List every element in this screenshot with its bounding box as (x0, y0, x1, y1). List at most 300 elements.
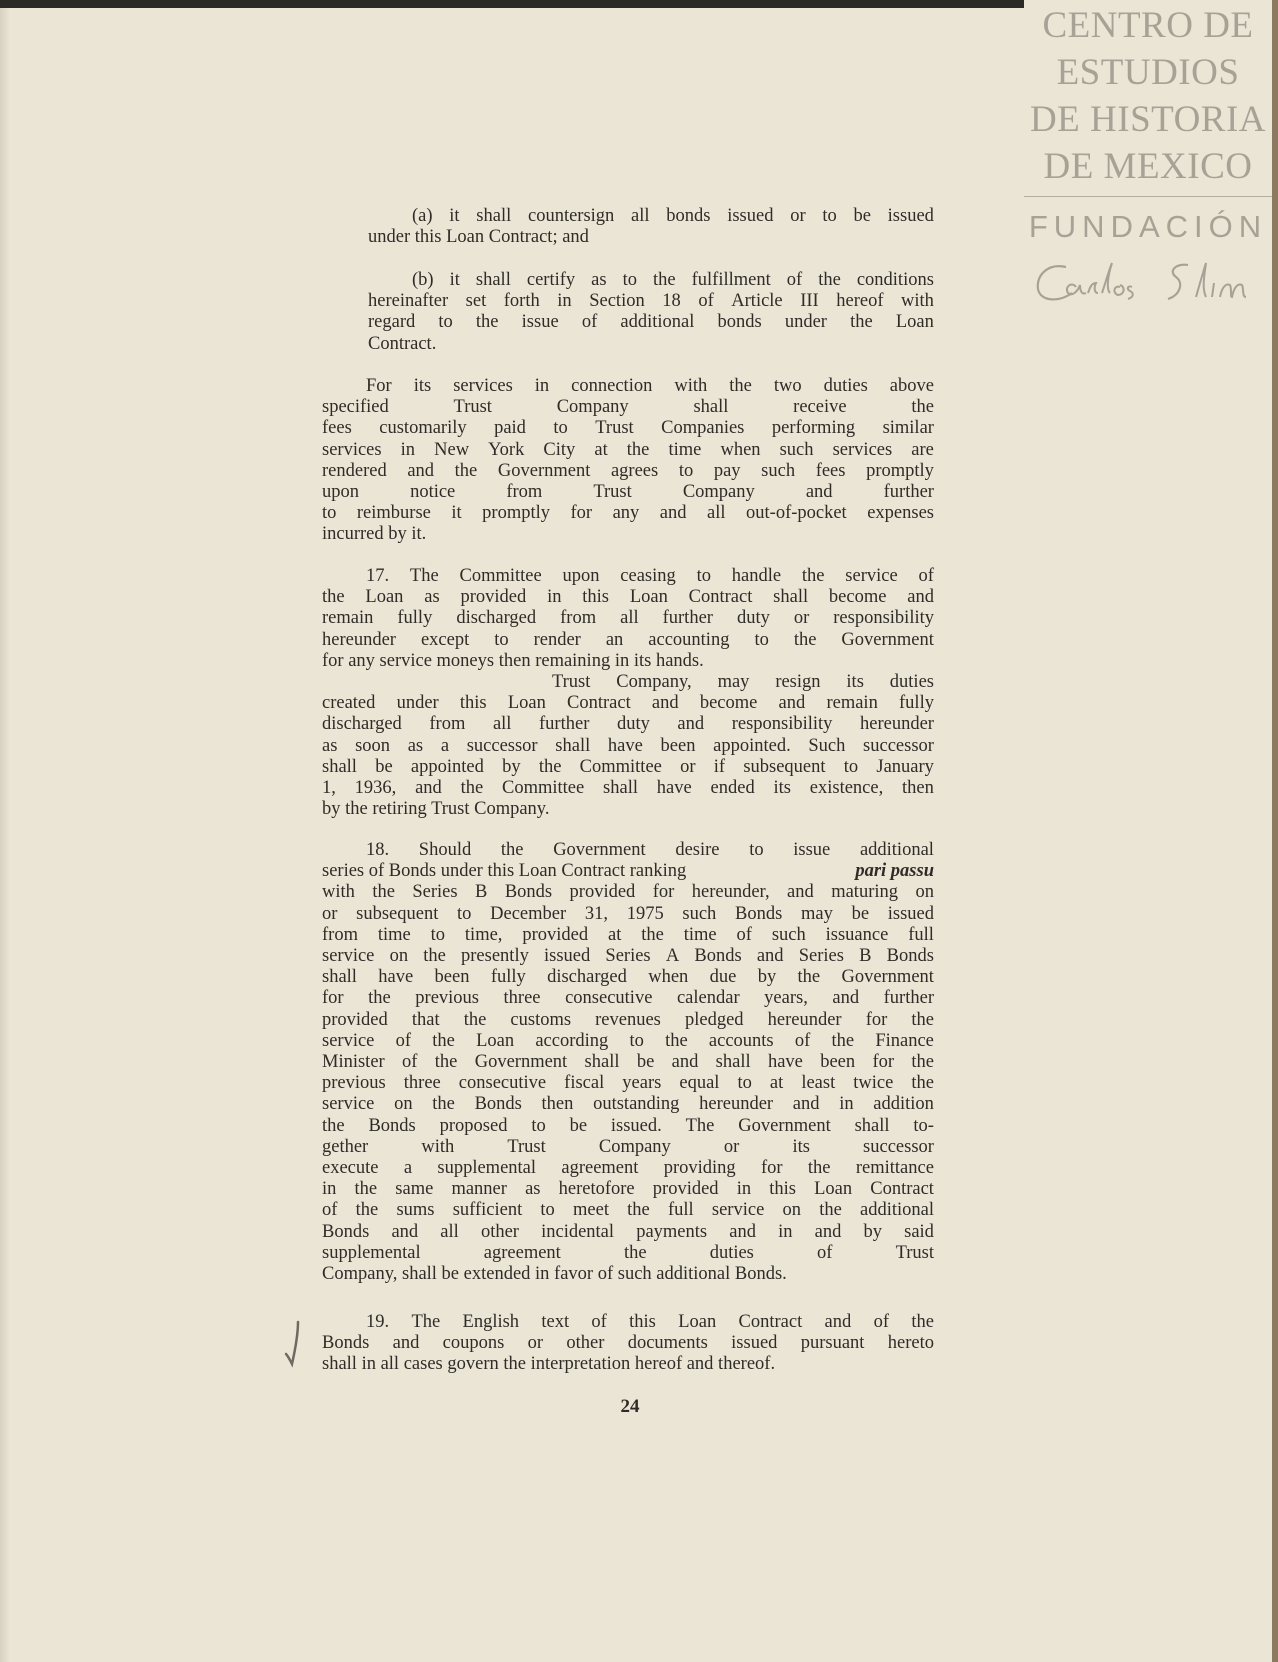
word: been (434, 967, 470, 988)
line-text: for any service moneys then remaining in its hands. (322, 650, 704, 671)
text-line (322, 397, 934, 418)
word: B (859, 946, 872, 967)
word: ceasing (620, 566, 676, 586)
word: issuance (825, 924, 889, 945)
italic-term: pari passu (855, 861, 934, 882)
word: time (377, 924, 411, 945)
word: previous (415, 988, 479, 1009)
text-line (322, 376, 934, 397)
word: in (839, 1094, 854, 1115)
word: successor (863, 1136, 934, 1157)
word: been (660, 735, 696, 756)
word: or (793, 608, 810, 629)
word: Trust (552, 672, 591, 693)
word: to (696, 566, 711, 586)
text-line (322, 757, 934, 778)
text-line (322, 946, 934, 967)
line-text (366, 1312, 934, 1333)
word: be (853, 206, 871, 226)
word: be (569, 1115, 588, 1136)
word: by (863, 1221, 882, 1242)
word: pledged (684, 1009, 744, 1030)
line-text (322, 440, 934, 461)
word: Government (841, 967, 934, 988)
word: of (794, 1030, 811, 1051)
word: an (605, 629, 624, 650)
text-line (322, 778, 934, 799)
word: the (850, 312, 873, 333)
text-line (322, 882, 934, 903)
word: on (782, 1200, 801, 1221)
line-text (322, 1243, 934, 1264)
word: with (322, 882, 355, 903)
word: the (475, 312, 499, 333)
word: shall (584, 1052, 620, 1073)
word: this (769, 1179, 796, 1200)
word: the (322, 587, 345, 608)
word: be (375, 756, 393, 777)
word: its (792, 1136, 810, 1157)
word: and (659, 503, 687, 524)
word: fully (397, 608, 433, 629)
line-text: under this Loan Contract; and (368, 227, 589, 248)
word: Series (605, 946, 651, 967)
line-text (322, 1222, 934, 1243)
word: above (889, 376, 934, 396)
line-text (322, 1158, 934, 1179)
word: two (773, 376, 802, 396)
word: all (492, 714, 512, 735)
word: Loan (678, 1312, 717, 1332)
word: 1936, (354, 778, 397, 799)
word: subsequent (356, 903, 439, 924)
word: to- (913, 1115, 934, 1136)
word: a (403, 1158, 413, 1179)
word: time, (464, 924, 503, 945)
word: and (407, 460, 435, 481)
line-text (366, 840, 934, 861)
word: for (652, 882, 675, 903)
word: in (736, 1179, 752, 1200)
word: at (607, 924, 622, 945)
line-text (322, 1094, 934, 1115)
word: ended (710, 778, 755, 799)
word: further (883, 482, 934, 503)
word: duties (889, 672, 934, 693)
word: and (792, 1094, 820, 1115)
word: further (662, 608, 713, 629)
word: shall (476, 206, 512, 226)
word: Finance (875, 1030, 934, 1051)
word: to (622, 270, 637, 290)
word: Trust (593, 482, 632, 503)
word: shall (854, 1115, 890, 1136)
word: of (698, 291, 714, 312)
word: and (832, 988, 860, 1009)
word: Bonds (735, 903, 783, 924)
word: and (824, 1312, 852, 1332)
word: when (720, 439, 761, 460)
word: Committee (502, 778, 585, 799)
word: shall (773, 587, 809, 608)
word: in (322, 1179, 337, 1200)
word: subsequent (743, 756, 826, 777)
word: the (432, 1094, 455, 1115)
word: fully (899, 693, 934, 714)
word: the (354, 1179, 378, 1200)
text-line (322, 1200, 934, 1221)
word: conditions (856, 270, 934, 290)
word: issued (887, 206, 934, 226)
section-19 (322, 1312, 934, 1376)
text-line (322, 1243, 934, 1264)
word: text (541, 1312, 570, 1332)
signature-logo-icon (1028, 253, 1268, 313)
word: Company, (616, 672, 692, 693)
text-line (322, 291, 934, 312)
line-text (322, 1179, 934, 1200)
word: due (709, 967, 737, 988)
word: to (749, 840, 764, 860)
word: become (699, 693, 758, 714)
word: for (570, 503, 593, 524)
word: equal (679, 1073, 720, 1094)
word: calendar (676, 988, 740, 1009)
word: and (415, 778, 442, 799)
word: and (778, 693, 806, 714)
word: Series (798, 946, 844, 967)
word: hereunder (860, 714, 934, 735)
word: time (683, 924, 717, 945)
word: Company (556, 397, 629, 418)
word: the (911, 1073, 934, 1094)
word: specified (322, 397, 389, 418)
word: may (717, 672, 750, 693)
word: with (901, 291, 934, 312)
word: discharged (456, 608, 537, 629)
word: for (865, 1009, 888, 1030)
text-line (322, 967, 934, 988)
line-text (322, 1052, 934, 1073)
word: may (801, 903, 833, 924)
word: hereunder (699, 1094, 774, 1115)
word: to (322, 503, 337, 524)
word: all (440, 1221, 459, 1242)
word: and (805, 482, 833, 503)
word: at (769, 1073, 784, 1094)
word: upon (322, 482, 359, 503)
word: fees (322, 418, 352, 439)
line-text (322, 503, 934, 524)
word: to (843, 756, 859, 777)
word: Company (682, 482, 755, 503)
word: accounting (648, 629, 730, 650)
word: as (322, 735, 338, 756)
word: Loan (507, 693, 546, 714)
word: Should (418, 840, 472, 860)
text-line (322, 799, 934, 820)
word: regard (368, 312, 416, 333)
text-line (322, 1010, 934, 1031)
word: upon (562, 566, 600, 586)
word: out-of-pocket (746, 503, 847, 524)
word: of (322, 1200, 338, 1221)
line-text (322, 882, 934, 903)
word: fully (490, 967, 526, 988)
line-text: Contract. (368, 333, 437, 354)
word: 31, (584, 903, 608, 924)
word: same (395, 1179, 434, 1200)
word: manner (451, 1179, 507, 1200)
line-text: Company, shall be extended in favor of such additional Bonds. (322, 1264, 787, 1285)
word: shall (603, 778, 638, 799)
word: render (533, 629, 581, 650)
watermark-title (1024, 2, 1272, 190)
text-line (322, 312, 934, 333)
word: remain (322, 608, 374, 629)
word: issue (793, 840, 831, 860)
word: Loan (814, 1179, 853, 1200)
word: become (828, 587, 887, 608)
word: three (503, 988, 541, 1009)
word: its (773, 778, 791, 799)
word: to (629, 1030, 644, 1051)
word: the (665, 1030, 688, 1051)
word: meet (573, 1200, 609, 1221)
text-line (322, 904, 934, 925)
page-number: 24 (620, 1396, 640, 1417)
word: other (566, 1333, 605, 1354)
word: (a) (412, 206, 433, 226)
word: bonds (717, 312, 762, 333)
word: soon (355, 735, 391, 756)
word: Such (808, 735, 846, 756)
word: York (488, 439, 525, 460)
word: the (372, 882, 395, 903)
word: with (421, 1136, 455, 1157)
line-text (322, 587, 934, 608)
word: remain (826, 693, 878, 714)
word: for (872, 1052, 895, 1073)
word: it (451, 503, 462, 524)
word: any (612, 503, 640, 524)
word: resign (775, 672, 821, 693)
text-line (322, 524, 934, 545)
word: desire (675, 840, 720, 860)
word: full (908, 924, 934, 945)
word: responsibility (731, 714, 833, 735)
word: the (801, 566, 825, 586)
word: and (671, 1052, 699, 1073)
word: addition (873, 1094, 934, 1115)
word: under (396, 693, 439, 714)
word: the (641, 924, 664, 945)
word: shall (715, 1052, 751, 1073)
word: and (814, 1221, 842, 1242)
word: (b) (412, 270, 434, 290)
word: the (623, 1242, 647, 1263)
word: Contract (567, 693, 631, 714)
word: hereunder (322, 629, 396, 650)
word: the (626, 439, 650, 460)
word: 1975 (626, 903, 664, 924)
watermark-line: DE HISTORIA (1029, 99, 1267, 140)
word: twice (853, 1073, 894, 1094)
watermark-signature-text (1024, 0, 1025, 1)
word: pursuant (800, 1333, 865, 1354)
word: issued (887, 903, 934, 924)
word: the (322, 1115, 345, 1136)
word: revenues (595, 1009, 661, 1030)
word: from (506, 482, 543, 503)
word: from (429, 714, 466, 735)
line-text (322, 904, 934, 925)
scan-right-edge (1272, 0, 1278, 1662)
word: when (648, 967, 689, 988)
word: according (535, 1030, 609, 1051)
text-line (322, 418, 934, 439)
word: if (713, 756, 726, 777)
section-17 (322, 566, 934, 820)
text-line (322, 651, 934, 672)
line-text (322, 461, 934, 482)
text-line (322, 1094, 934, 1115)
line-text (322, 1200, 934, 1221)
word: in (534, 376, 550, 396)
word: to (754, 629, 769, 650)
word: For (366, 376, 392, 396)
word: hereof (836, 291, 884, 312)
word: Government (497, 460, 591, 481)
line-text (322, 946, 934, 967)
word: the (460, 778, 484, 799)
word: in (547, 587, 562, 608)
word: to (531, 1115, 546, 1136)
word: to (553, 418, 568, 439)
word: provided (652, 1179, 719, 1200)
word: Company (598, 1136, 671, 1157)
text-line (322, 566, 934, 587)
word: accounts (708, 1030, 774, 1051)
word: 19. (366, 1312, 390, 1332)
word: additional (620, 312, 695, 333)
fees-paragraph (322, 376, 934, 546)
word: Committee (579, 756, 662, 777)
word: handle (731, 566, 782, 586)
line-text (368, 312, 934, 333)
word: Government (474, 1052, 568, 1073)
check-mark-icon (282, 1320, 312, 1376)
word: Loan (629, 587, 668, 608)
word: to (494, 629, 509, 650)
word: service (322, 1030, 375, 1051)
word: the (653, 270, 676, 290)
text-line (322, 736, 934, 757)
text-line (322, 1312, 934, 1333)
word: the (423, 946, 446, 967)
word: performing (771, 418, 856, 439)
word: to (430, 924, 446, 945)
text-line (322, 440, 934, 461)
word: Bonds (322, 1333, 370, 1354)
word: provided (322, 1009, 388, 1030)
text-line (322, 503, 934, 524)
word: for (761, 1158, 783, 1179)
clause-a (322, 206, 934, 248)
word: three (403, 1073, 441, 1094)
word: the (500, 840, 524, 860)
word: or (527, 1333, 544, 1354)
word: service (711, 1200, 765, 1221)
word: Loan (895, 312, 934, 333)
word: the (793, 629, 817, 650)
text-line (322, 672, 934, 693)
word: by (757, 967, 777, 988)
word: have (607, 735, 643, 756)
word: as (591, 270, 607, 290)
word: 1, (322, 778, 336, 799)
word: responsibility (833, 608, 934, 629)
line-text (322, 482, 934, 503)
word: then (902, 778, 934, 799)
word: successor (466, 735, 538, 756)
word: it (449, 270, 460, 290)
word: duties (709, 1242, 754, 1263)
word: or (723, 1136, 740, 1157)
word: fees (815, 460, 846, 481)
word: notice (410, 482, 456, 503)
text-line (322, 840, 934, 861)
word: provided (569, 882, 636, 903)
word: the (432, 1030, 455, 1051)
word: agreement (483, 1242, 561, 1263)
word: Trust (595, 418, 634, 439)
word: Bonds (474, 1094, 522, 1115)
word: this (629, 1312, 656, 1332)
word: a (440, 735, 450, 756)
word: maturing (831, 882, 898, 903)
word: have (656, 778, 692, 799)
word: agrees (610, 460, 659, 481)
word: said (904, 1221, 934, 1242)
word: Bonds (694, 946, 742, 967)
line-text (412, 206, 934, 227)
word: previous (322, 1073, 386, 1094)
word: 18 (662, 291, 681, 312)
word: hereunder, (691, 882, 770, 903)
word: except (420, 629, 470, 650)
word: all (631, 206, 650, 226)
word: B (475, 882, 488, 903)
word: such (761, 460, 796, 481)
text-line (322, 227, 934, 248)
word: be (636, 1052, 655, 1073)
text-line (322, 587, 934, 608)
word: the (368, 988, 391, 1009)
line-text (322, 1137, 934, 1158)
word: full (667, 1200, 694, 1221)
word: of (918, 566, 934, 586)
word: Bonds (886, 946, 934, 967)
word: the (911, 1312, 934, 1332)
word: Government (841, 629, 934, 650)
word: of (402, 1052, 418, 1073)
word: Government (738, 1115, 831, 1136)
word: appointed. (713, 735, 791, 756)
word: and (907, 587, 934, 608)
word: provided (460, 587, 527, 608)
word: Minister (322, 1052, 385, 1073)
